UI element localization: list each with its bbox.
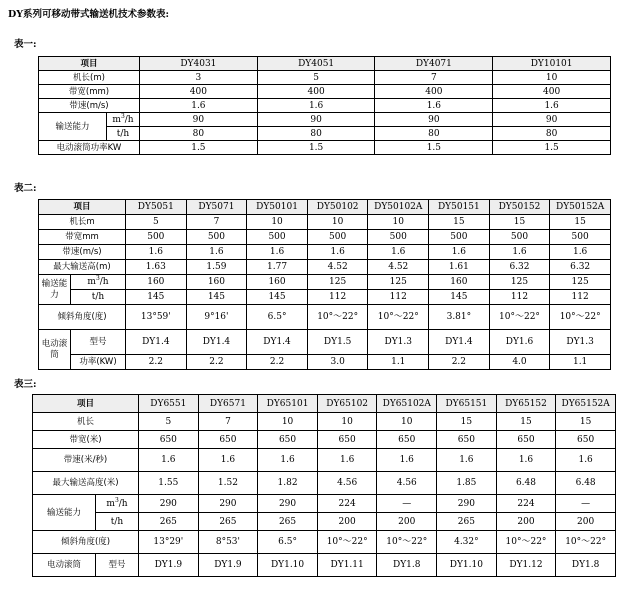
cell: 4.56 [317, 472, 377, 495]
cell: 290 [437, 495, 497, 513]
cell: 650 [317, 431, 377, 449]
cell: 7 [186, 215, 247, 230]
cell: 1.6 [368, 245, 429, 260]
unit-label: $m^3/h$ [107, 113, 140, 127]
capacity-t-row [39, 127, 611, 141]
cell: 1.6 [489, 245, 550, 260]
cell: DY1.11 [317, 554, 377, 577]
cell: 13°59' [126, 305, 187, 330]
row-label: 倾斜角度(度) [33, 531, 139, 554]
cell: DY1.4 [247, 330, 308, 355]
model-header: DY50151 [429, 200, 490, 215]
cell: 15 [437, 413, 497, 431]
cell: 1.6 [186, 245, 247, 260]
cell: 15 [496, 413, 556, 431]
cell: 90 [257, 113, 375, 127]
cell: 10°～22° [317, 531, 377, 554]
drum-model-row [39, 330, 611, 355]
cell: — [377, 495, 437, 513]
cell: 1.6 [437, 449, 497, 472]
cell: 15 [429, 215, 490, 230]
cell: 1.59 [186, 260, 247, 275]
header-row [33, 395, 616, 413]
cell: 160 [126, 275, 187, 290]
cell: 1.85 [437, 472, 497, 495]
unit-label: 型号 [71, 330, 126, 355]
model-header: DY50101 [247, 200, 308, 215]
table-2-label: 表二: [14, 183, 37, 194]
cell: 1.82 [258, 472, 318, 495]
model-header: DY10101 [493, 57, 611, 71]
cell: 8°53' [198, 531, 258, 554]
cell: 10°～22° [377, 531, 437, 554]
cell: 5 [126, 215, 187, 230]
cell: 650 [556, 431, 616, 449]
angle-row [39, 305, 611, 330]
cell: 4.32° [437, 531, 497, 554]
row-label: 输送能力 [39, 113, 107, 141]
cell: 10°～22° [556, 531, 616, 554]
height-row [39, 260, 611, 275]
cell: DY1.4 [126, 330, 187, 355]
model-header: DY65152 [496, 395, 556, 413]
cell: 4.52 [368, 260, 429, 275]
cell: 7 [375, 71, 493, 85]
cell: 6.32 [489, 260, 550, 275]
cell: 200 [317, 513, 377, 531]
cell: 15 [550, 215, 611, 230]
cell: 10 [493, 71, 611, 85]
cell: 112 [550, 290, 611, 305]
item-header: 项目 [39, 200, 126, 215]
capacity-m3-row [33, 495, 616, 513]
row-label: 电动滚筒功率KW [39, 141, 140, 155]
cell: 145 [247, 290, 308, 305]
cell: 500 [368, 230, 429, 245]
model-header: DY65152A [556, 395, 616, 413]
cell: 13°29' [139, 531, 199, 554]
model-header: DY6551 [139, 395, 199, 413]
cell: 9°16' [186, 305, 247, 330]
length-row [33, 413, 616, 431]
unit-label: 型号 [96, 554, 139, 577]
cell: 6.32 [550, 260, 611, 275]
cell: 10°～22° [550, 305, 611, 330]
cell: 500 [429, 230, 490, 245]
cell: 500 [550, 230, 611, 245]
capacity-t-row [33, 513, 616, 531]
cell: 1.5 [140, 141, 258, 155]
cell: 125 [550, 275, 611, 290]
angle-row [33, 531, 616, 554]
row-label: 电动滚筒 [39, 330, 71, 370]
cell: 1.52 [198, 472, 258, 495]
row-label: 倾斜角度(度) [39, 305, 126, 330]
cell: 2.2 [247, 355, 308, 370]
cell: 1.6 [257, 99, 375, 113]
height-row [33, 472, 616, 495]
cell: — [556, 495, 616, 513]
cell: 10 [377, 413, 437, 431]
row-label: 带宽(mm) [39, 85, 140, 99]
cell: 10°～22° [496, 531, 556, 554]
width-row [39, 230, 611, 245]
model-header: DY4051 [257, 57, 375, 71]
speed-row [39, 245, 611, 260]
cell: 10 [258, 413, 318, 431]
cell: 4.56 [377, 472, 437, 495]
cell: 80 [375, 127, 493, 141]
unit-label: t/h [107, 127, 140, 141]
cell: 15 [556, 413, 616, 431]
cell: 10 [307, 215, 368, 230]
cell: 1.55 [139, 472, 199, 495]
cell: 200 [377, 513, 437, 531]
cell: 1.6 [247, 245, 308, 260]
power-row [39, 141, 611, 155]
cell: 112 [307, 290, 368, 305]
cell: 500 [126, 230, 187, 245]
speed-row [33, 449, 616, 472]
cell: 90 [140, 113, 258, 127]
cell: DY1.8 [377, 554, 437, 577]
cell: 80 [257, 127, 375, 141]
cell: 4.0 [489, 355, 550, 370]
cell: 5 [139, 413, 199, 431]
cell: 80 [140, 127, 258, 141]
model-header: DY4031 [140, 57, 258, 71]
cell: 112 [489, 290, 550, 305]
row-label: 带宽mm [39, 230, 126, 245]
cell: 6.5° [247, 305, 308, 330]
page-heading: DY系列可移动带式输送机技术参数表: [8, 9, 170, 20]
cell: 500 [186, 230, 247, 245]
cell: 400 [257, 85, 375, 99]
cell: 290 [258, 495, 318, 513]
cell: 1.6 [496, 449, 556, 472]
drum-model-row [33, 554, 616, 577]
cell: 6.48 [556, 472, 616, 495]
item-header: 项目 [33, 395, 139, 413]
row-label: 输送能力 [33, 495, 96, 531]
cell: 4.52 [307, 260, 368, 275]
cell: 1.6 [198, 449, 258, 472]
cell: 160 [429, 275, 490, 290]
cell: 1.6 [140, 99, 258, 113]
cell: 500 [489, 230, 550, 245]
cell: 1.6 [258, 449, 318, 472]
cell: 3 [140, 71, 258, 85]
cell: 10°～22° [368, 305, 429, 330]
cell: 1.6 [429, 245, 490, 260]
cell: 500 [307, 230, 368, 245]
cell: DY1.12 [496, 554, 556, 577]
unit-label: t/h [71, 290, 126, 305]
unit-label: $m^3/h$ [71, 275, 126, 290]
cell: DY1.10 [437, 554, 497, 577]
cell: 160 [247, 275, 308, 290]
cell: 265 [258, 513, 318, 531]
cell: DY1.9 [139, 554, 199, 577]
cell: 224 [496, 495, 556, 513]
speed-row [39, 99, 611, 113]
cell: 1.1 [368, 355, 429, 370]
unit-label: $m^3/h$ [96, 495, 139, 513]
cell: 5 [257, 71, 375, 85]
cell: 500 [247, 230, 308, 245]
cell: 1.6 [307, 245, 368, 260]
cell: 265 [437, 513, 497, 531]
model-header: DY50102 [307, 200, 368, 215]
model-header: DY5071 [186, 200, 247, 215]
cell: 650 [139, 431, 199, 449]
header-row [39, 200, 611, 215]
length-row [39, 215, 611, 230]
cell: 1.6 [139, 449, 199, 472]
cell: 265 [198, 513, 258, 531]
capacity-m3-row [39, 113, 611, 127]
cell: 6.48 [496, 472, 556, 495]
capacity-t-row [39, 290, 611, 305]
cell: 650 [437, 431, 497, 449]
row-label: 电动滚筒 [33, 554, 96, 577]
cell: 650 [377, 431, 437, 449]
cell: 125 [368, 275, 429, 290]
cell: 125 [307, 275, 368, 290]
cell: 1.6 [550, 245, 611, 260]
cell: 1.6 [556, 449, 616, 472]
cell: 1.6 [317, 449, 377, 472]
cell: 650 [496, 431, 556, 449]
length-row [39, 71, 611, 85]
cell: 7 [198, 413, 258, 431]
model-header: DY4071 [375, 57, 493, 71]
cell: DY1.3 [368, 330, 429, 355]
cell: 1.63 [126, 260, 187, 275]
model-header: DY65151 [437, 395, 497, 413]
cell: DY1.4 [186, 330, 247, 355]
cell: 90 [493, 113, 611, 127]
drum-power-row [39, 355, 611, 370]
cell: 1.6 [493, 99, 611, 113]
cell: 1.77 [247, 260, 308, 275]
cell: 10 [247, 215, 308, 230]
cell: 1.1 [550, 355, 611, 370]
cell: DY1.6 [489, 330, 550, 355]
row-label: 机长(m) [39, 71, 140, 85]
cell: 3.81° [429, 305, 490, 330]
model-header: DY50152A [550, 200, 611, 215]
width-row [33, 431, 616, 449]
cell: 650 [258, 431, 318, 449]
cell: 200 [496, 513, 556, 531]
cell: 145 [126, 290, 187, 305]
cell: 112 [368, 290, 429, 305]
model-header: DY65102A [377, 395, 437, 413]
cell: 400 [375, 85, 493, 99]
model-header: DY50102A [368, 200, 429, 215]
cell: 1.5 [375, 141, 493, 155]
cell: 6.5° [258, 531, 318, 554]
cell: 650 [198, 431, 258, 449]
row-label: 带速(m/s) [39, 245, 126, 260]
cell: 290 [139, 495, 199, 513]
cell: 90 [375, 113, 493, 127]
cell: DY1.3 [550, 330, 611, 355]
model-header: DY5051 [126, 200, 187, 215]
row-label: 带速(m/s) [39, 99, 140, 113]
cell: 10°～22° [307, 305, 368, 330]
cell: 200 [556, 513, 616, 531]
cell: 10 [317, 413, 377, 431]
item-header: 项目 [39, 57, 140, 71]
cell: 400 [493, 85, 611, 99]
width-row [39, 85, 611, 99]
cell: 400 [140, 85, 258, 99]
cell: 10°～22° [489, 305, 550, 330]
row-label: 最大输送高(m) [39, 260, 126, 275]
cell: 145 [429, 290, 490, 305]
cell: 2.2 [126, 355, 187, 370]
cell: 145 [186, 290, 247, 305]
row-label: 输送能力 [39, 275, 71, 305]
row-label: 机长m [39, 215, 126, 230]
cell: DY1.4 [429, 330, 490, 355]
cell: DY1.9 [198, 554, 258, 577]
header-row [39, 57, 611, 71]
cell: 3.0 [307, 355, 368, 370]
cell: 265 [139, 513, 199, 531]
cell: 2.2 [429, 355, 490, 370]
row-label: 带宽(米) [33, 431, 139, 449]
cell: 224 [317, 495, 377, 513]
row-label: 最大输送高度(米) [33, 472, 139, 495]
table-3-label: 表三: [14, 379, 37, 390]
row-label: 带速(米/秒) [33, 449, 139, 472]
cell: DY1.5 [307, 330, 368, 355]
cell: 15 [489, 215, 550, 230]
cell: 80 [493, 127, 611, 141]
cell: 290 [198, 495, 258, 513]
cell: 125 [489, 275, 550, 290]
cell: 1.5 [257, 141, 375, 155]
unit-label: t/h [96, 513, 139, 531]
model-header: DY65102 [317, 395, 377, 413]
unit-label: 功率(KW) [71, 355, 126, 370]
cell: DY1.8 [556, 554, 616, 577]
cell: 160 [186, 275, 247, 290]
spec-table-2 [38, 199, 611, 370]
model-header: DY65101 [258, 395, 318, 413]
cell: 1.6 [377, 449, 437, 472]
cell: DY1.10 [258, 554, 318, 577]
cell: 10 [368, 215, 429, 230]
spec-table-1 [38, 56, 611, 155]
cell: 1.61 [429, 260, 490, 275]
capacity-m3-row [39, 275, 611, 290]
cell: 2.2 [186, 355, 247, 370]
cell: 1.5 [493, 141, 611, 155]
row-label: 机长 [33, 413, 139, 431]
cell: 1.6 [126, 245, 187, 260]
model-header: DY6571 [198, 395, 258, 413]
cell: 1.6 [375, 99, 493, 113]
spec-table-3 [32, 394, 616, 577]
table-1-label: 表一: [14, 39, 37, 50]
model-header: DY50152 [489, 200, 550, 215]
